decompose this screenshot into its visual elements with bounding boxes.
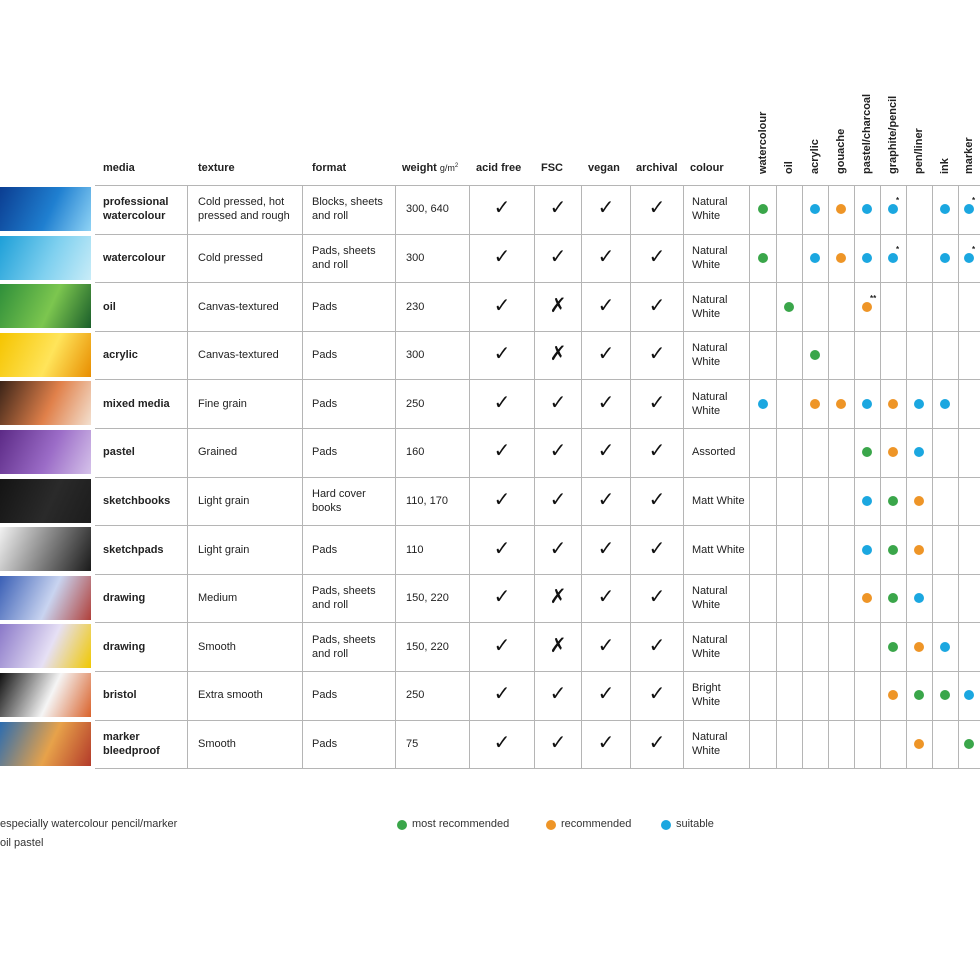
- mark-vegan: ✓: [597, 343, 615, 365]
- suitability-dot-most-recommended: [940, 690, 950, 700]
- suitability-dot-suitable: [914, 593, 924, 603]
- cell-format: Pads: [312, 398, 338, 410]
- cell-weight: 150, 220: [406, 641, 449, 653]
- legend-label-suitable: suitable: [676, 818, 714, 830]
- suitability-dot-suitable: [758, 399, 768, 409]
- cell-media: drawing: [103, 592, 146, 604]
- header-texture: texture: [198, 162, 235, 174]
- mark-fsc: ✓: [549, 683, 567, 705]
- header-format: format: [312, 162, 347, 174]
- suitability-dot-most-recommended: [888, 545, 898, 555]
- suitability-dot-most-recommended: [888, 496, 898, 506]
- suitability-dot-suitable: [888, 204, 898, 214]
- cell-texture: Grained: [198, 446, 238, 458]
- suitability-dot-most-recommended: [810, 350, 820, 360]
- footnote-marker: *: [972, 245, 976, 254]
- header-colour: colour: [690, 162, 724, 174]
- suitability-dot-suitable: [810, 204, 820, 214]
- mark-fsc: ✓: [549, 246, 567, 268]
- legend-dot-suitable: [661, 820, 671, 830]
- column-divider: [854, 185, 855, 768]
- header-media: media: [103, 162, 135, 174]
- mark-vegan: ✓: [597, 635, 615, 657]
- suitability-dot-suitable: [862, 496, 872, 506]
- mark-vegan: ✓: [597, 392, 615, 414]
- cell-texture: Medium: [198, 592, 238, 604]
- mark-archival: ✓: [648, 295, 666, 317]
- cell-weight: 150, 220: [406, 592, 449, 604]
- header-suit-watercolour: watercolour: [756, 111, 769, 174]
- cell-colour: Matt White: [692, 495, 745, 507]
- column-divider: [683, 185, 684, 768]
- cell-weight: 230: [406, 301, 425, 313]
- column-divider: [880, 185, 881, 768]
- header-weight: [402, 162, 458, 174]
- suitability-dot-recommended: [888, 447, 898, 457]
- column-divider: [958, 185, 959, 768]
- suitability-dot-recommended: [888, 399, 898, 409]
- mark-archival: ✓: [648, 246, 666, 268]
- cell-colour: Matt White: [692, 544, 745, 556]
- suitability-dot-recommended: [862, 593, 872, 603]
- cell-colour: Natural White: [692, 342, 728, 368]
- cell-texture: Cold pressed, hot pressed and rough: [198, 196, 290, 222]
- suitability-dot-suitable: [964, 690, 974, 700]
- column-divider: [749, 185, 750, 768]
- mark-vegan: ✓: [597, 538, 615, 560]
- cell-colour: Natural White: [692, 391, 728, 417]
- suitability-dot-suitable: [862, 204, 872, 214]
- mark-vegan: ✓: [597, 732, 615, 754]
- footnote-single-star: especially watercolour pencil/marker: [0, 818, 178, 830]
- header-suit-acrylic: acrylic: [809, 139, 821, 174]
- mark-acid-free: ✓: [493, 440, 511, 462]
- mark-fsc: ✓: [549, 489, 567, 511]
- paper-sample-image: [0, 187, 91, 231]
- column-divider: [187, 185, 188, 768]
- suitability-dot-recommended: [836, 253, 846, 263]
- cell-colour: Assorted: [692, 446, 736, 458]
- header-suit-graphite-pencil: graphite/pencil: [887, 95, 899, 174]
- cell-format: Pads: [312, 446, 338, 458]
- paper-sample-image: [0, 284, 91, 328]
- cell-format: Pads, sheets and roll: [312, 245, 376, 271]
- cell-weight: 300: [406, 349, 425, 361]
- cell-media: bristol: [103, 689, 137, 701]
- mark-vegan: ✓: [597, 246, 615, 268]
- header-weight-label: weight: [402, 162, 437, 174]
- cell-format: Pads: [312, 301, 338, 313]
- row-divider: [95, 379, 980, 380]
- mark-fsc: ✓: [549, 732, 567, 754]
- paper-sample-image: [0, 333, 91, 377]
- weight-unit-text: g/m: [439, 163, 455, 173]
- cell-texture: Extra smooth: [198, 689, 263, 701]
- cell-media: professional watercolour: [103, 196, 169, 222]
- cell-format: Pads, sheets and roll: [312, 585, 376, 611]
- mark-archival: ✓: [648, 538, 666, 560]
- cell-weight: 160: [406, 446, 425, 458]
- column-divider: [395, 185, 396, 768]
- cell-colour: Natural White: [692, 634, 728, 660]
- suitability-dot-recommended: [914, 642, 924, 652]
- column-divider: [581, 185, 582, 768]
- cell-texture: Light grain: [198, 495, 250, 507]
- suitability-dot-suitable: [862, 253, 872, 263]
- suitability-dot-most-recommended: [964, 739, 974, 749]
- cell-colour: Natural White: [692, 731, 728, 757]
- suitability-dot-suitable: [940, 253, 950, 263]
- suitability-dot-recommended: [836, 204, 846, 214]
- header-fsc: FSC: [541, 162, 563, 174]
- paper-sample-image: [0, 479, 91, 523]
- cell-weight: 110, 170: [406, 495, 449, 507]
- cell-media: pastel: [103, 446, 135, 458]
- cell-weight: 300, 640: [406, 203, 449, 215]
- cell-colour: Bright White: [692, 682, 721, 708]
- mark-archival: ✓: [648, 586, 666, 608]
- mark-vegan: ✓: [597, 489, 615, 511]
- cell-weight: 110: [406, 544, 424, 556]
- row-divider: [95, 525, 980, 526]
- cell-texture: Smooth: [198, 641, 236, 653]
- mark-archival: ✓: [648, 343, 666, 365]
- mark-acid-free: ✓: [493, 246, 511, 268]
- mark-acid-free: ✓: [493, 586, 511, 608]
- mark-fsc: ✓: [549, 392, 567, 414]
- suitability-dot-suitable: [914, 447, 924, 457]
- cell-media: drawing: [103, 641, 146, 653]
- mark-acid-free: ✓: [493, 489, 511, 511]
- column-divider: [802, 185, 803, 768]
- cell-texture: Smooth: [198, 738, 236, 750]
- column-divider: [932, 185, 933, 768]
- suitability-dot-most-recommended: [784, 302, 794, 312]
- suitability-dot-most-recommended: [758, 204, 768, 214]
- cell-format: Pads, sheets and roll: [312, 634, 376, 660]
- footnote-double-star: oil pastel: [0, 837, 44, 849]
- cell-texture: Light grain: [198, 544, 250, 556]
- suitability-dot-most-recommended: [888, 593, 898, 603]
- cell-weight: 300: [406, 252, 425, 264]
- column-divider: [534, 185, 535, 768]
- header-archival: archival: [636, 162, 678, 174]
- mark-archival: ✓: [648, 440, 666, 462]
- column-divider: [906, 185, 907, 768]
- mark-vegan: ✓: [597, 586, 615, 608]
- mark-fsc: ✓: [549, 538, 567, 560]
- footnote-marker: *: [972, 196, 976, 205]
- footnote-marker: *: [896, 245, 900, 254]
- header-suit-pastel-charcoal: pastel/charcoal: [861, 93, 873, 174]
- cell-colour: Natural White: [692, 585, 728, 611]
- mark-fsc: ✓: [549, 197, 567, 219]
- cell-texture: Canvas-textured: [198, 349, 279, 361]
- mark-acid-free: ✓: [493, 538, 511, 560]
- legend-dot-recommended: [546, 820, 556, 830]
- paper-sample-image: [0, 722, 91, 766]
- cell-texture: Cold pressed: [198, 252, 263, 264]
- mark-archival: ✓: [648, 197, 666, 219]
- suitability-dot-recommended: [888, 690, 898, 700]
- row-divider: [95, 185, 980, 186]
- column-divider: [828, 185, 829, 768]
- mark-acid-free: ✓: [493, 635, 511, 657]
- column-divider: [630, 185, 631, 768]
- cell-format: Blocks, sheets and roll: [312, 196, 383, 222]
- paper-sample-image: [0, 527, 91, 571]
- suitability-dot-recommended: [836, 399, 846, 409]
- header-weight-unit: [440, 163, 458, 173]
- suitability-dot-suitable: [940, 399, 950, 409]
- suitability-dot-most-recommended: [758, 253, 768, 263]
- legend-label-recommended: recommended: [561, 818, 632, 830]
- suitability-dot-suitable: [914, 399, 924, 409]
- cell-texture: Canvas-textured: [198, 301, 279, 313]
- paper-sample-image: [0, 381, 91, 425]
- mark-vegan: ✓: [597, 683, 615, 705]
- weight-unit-superscript: 2: [454, 163, 459, 169]
- suitability-dot-suitable: [862, 545, 872, 555]
- suitability-dot-recommended: [914, 739, 924, 749]
- suitability-dot-suitable: [862, 399, 872, 409]
- mark-archival: ✓: [648, 392, 666, 414]
- cell-media: marker bleedproof: [103, 731, 160, 757]
- cell-media: sketchpads: [103, 544, 164, 556]
- suitability-dot-suitable: [888, 253, 898, 263]
- row-divider: [95, 428, 980, 429]
- paper-sample-image: [0, 576, 91, 620]
- footnote-marker: *: [896, 196, 900, 205]
- mark-archival: ✓: [648, 732, 666, 754]
- cell-media: oil: [103, 301, 116, 313]
- cell-format: Hard cover books: [312, 488, 366, 514]
- paper-sample-image: [0, 624, 91, 668]
- column-divider: [469, 185, 470, 768]
- header-suit-marker: marker: [963, 137, 975, 174]
- mark-fsc: ✗: [549, 343, 567, 365]
- row-divider: [95, 282, 980, 283]
- footnote-marker: **: [870, 294, 877, 303]
- suitability-dot-most-recommended: [888, 642, 898, 652]
- suitability-dot-recommended: [914, 496, 924, 506]
- cell-format: Pads: [312, 738, 338, 750]
- mark-acid-free: ✓: [493, 683, 511, 705]
- cell-weight: 250: [406, 398, 425, 410]
- cell-format: Pads: [312, 544, 338, 556]
- cell-media: sketchbooks: [103, 495, 171, 507]
- mark-acid-free: ✓: [493, 392, 511, 414]
- column-divider: [776, 185, 777, 768]
- cell-weight: 250: [406, 689, 425, 701]
- suitability-dot-most-recommended: [914, 690, 924, 700]
- cell-texture: Fine grain: [198, 398, 247, 410]
- header-acid-free: acid free: [476, 162, 522, 174]
- mark-acid-free: ✓: [493, 732, 511, 754]
- mark-fsc: ✗: [549, 586, 567, 608]
- mark-fsc: ✗: [549, 295, 567, 317]
- cell-media: watercolour: [103, 252, 166, 264]
- legend-label-most-recommended: most recommended: [412, 818, 510, 830]
- row-divider: [95, 234, 980, 235]
- header-suit-pen-liner: pen/liner: [913, 128, 925, 174]
- row-divider: [95, 671, 980, 672]
- mark-vegan: ✓: [597, 440, 615, 462]
- header-vegan: vegan: [588, 162, 620, 174]
- suitability-dot-suitable: [940, 642, 950, 652]
- suitability-dot-suitable: [810, 253, 820, 263]
- paper-sample-image: [0, 430, 91, 474]
- cell-colour: Natural White: [692, 245, 728, 271]
- cell-colour: Natural White: [692, 196, 728, 222]
- suitability-dot-most-recommended: [862, 447, 872, 457]
- header-suit-gouache: gouache: [835, 128, 847, 174]
- mark-acid-free: ✓: [493, 343, 511, 365]
- row-divider: [95, 768, 980, 769]
- mark-archival: ✓: [648, 489, 666, 511]
- mark-vegan: ✓: [597, 295, 615, 317]
- column-divider: [302, 185, 303, 768]
- cell-colour: Natural White: [692, 294, 728, 320]
- legend-dot-most-recommended: [397, 820, 407, 830]
- row-divider: [95, 477, 980, 478]
- row-divider: [95, 331, 980, 332]
- mark-acid-free: ✓: [493, 295, 511, 317]
- mark-acid-free: ✓: [493, 197, 511, 219]
- mark-fsc: ✗: [549, 635, 567, 657]
- cell-media: mixed media: [103, 398, 170, 410]
- row-divider: [95, 720, 980, 721]
- mark-archival: ✓: [648, 635, 666, 657]
- suitability-dot-suitable: [940, 204, 950, 214]
- cell-format: Pads: [312, 689, 338, 701]
- suitability-dot-suitable: [964, 204, 974, 214]
- cell-weight: 75: [406, 738, 419, 750]
- suitability-dot-recommended: [862, 302, 872, 312]
- mark-archival: ✓: [648, 683, 666, 705]
- paper-sample-image: [0, 673, 91, 717]
- suitability-dot-suitable: [964, 253, 974, 263]
- row-divider: [95, 574, 980, 575]
- suitability-dot-recommended: [914, 545, 924, 555]
- cell-media: acrylic: [103, 349, 138, 361]
- header-suit-ink: ink: [939, 158, 951, 174]
- header-suit-oil: oil: [783, 161, 795, 174]
- suitability-dot-recommended: [810, 399, 820, 409]
- paper-sample-image: [0, 236, 91, 280]
- row-divider: [95, 622, 980, 623]
- mark-fsc: ✓: [549, 440, 567, 462]
- mark-vegan: ✓: [597, 197, 615, 219]
- cell-format: Pads: [312, 349, 338, 361]
